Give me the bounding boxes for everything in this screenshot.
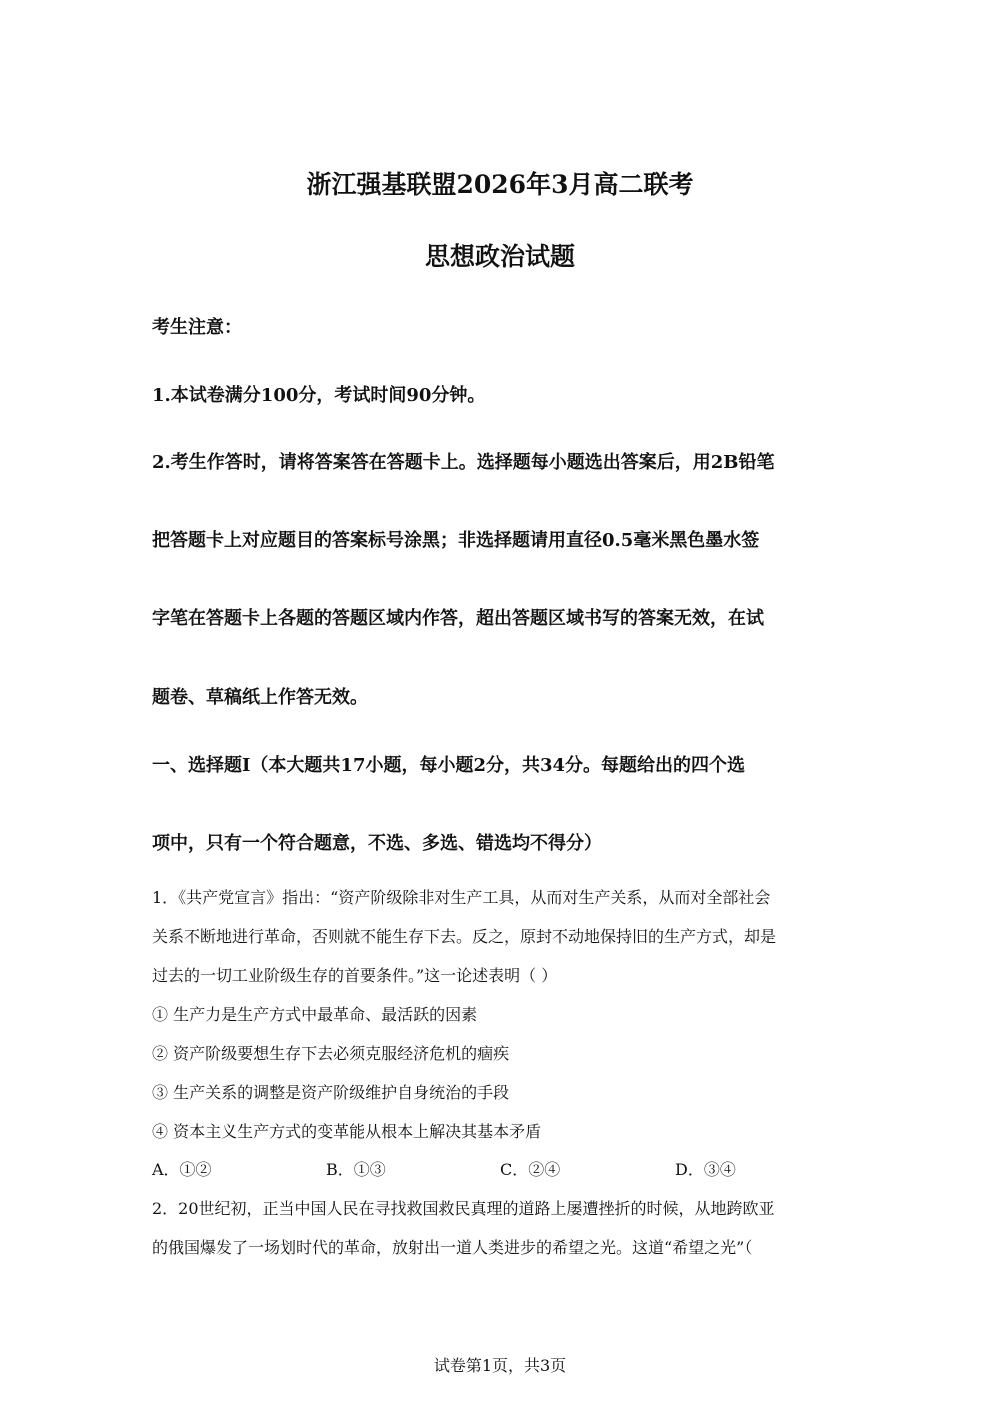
question-1-option-c[interactable]: C．②④	[500, 1160, 561, 1179]
question-1-statement-1: ① 生产力是生产方式中最革命、最活跃的因素	[152, 1005, 478, 1024]
question-2-stem-line-2: 的俄国爆发了一场划时代的革命，放射出一道人类进步的希望之光。这道“希望之光”（	[152, 1238, 753, 1257]
question-1-statement-3: ③ 生产关系的调整是资产阶级维护自身统治的手段	[152, 1083, 510, 1102]
question-1-statement-4: ④ 资本主义生产方式的变革能从根本上解决其基本矛盾	[152, 1122, 542, 1141]
exam-subtitle: 思想政治试题	[424, 242, 575, 271]
notice-item-2-line-1: 2.考生作答时，请将答案答在答题卡上。选择题每小题选出答案后，用2B铅笔	[152, 452, 775, 473]
notice-item-2-line-2: 把答题卡上对应题目的答案标号涂黑；非选择题请用直径0.5毫米黑色墨水签	[152, 530, 760, 551]
notice-item-2-line-3: 字笔在答题卡上各题的答题区域内作答，超出答题区域书写的答案无效，在试	[152, 608, 764, 629]
question-1-option-b[interactable]: B．①③	[326, 1160, 386, 1179]
question-2-stem-line-1: 2．20世纪初，正当中国人民在寻找救国救民真理的道路上屡遭挫折的时候，从地跨欧亚	[152, 1199, 775, 1218]
question-1-stem-line-2: 关系不断地进行革命，否则就不能生存下去。反之，原封不动地保持旧的生产方式，却是	[152, 927, 777, 946]
notice-heading: 考生注意：	[152, 317, 242, 338]
question-1-options	[152, 1159, 852, 1183]
question-1-option-d[interactable]: D．③④	[675, 1160, 736, 1179]
notice-item-2-line-4: 题卷、草稿纸上作答无效。	[152, 687, 368, 708]
exam-title: 浙江强基联盟2026年3月高二联考	[306, 170, 694, 199]
section1-heading-line-1: 一、选择题Ⅰ（本大题共17小题，每小题2分，共34分。每题给出的四个选	[152, 755, 746, 776]
question-1-statement-2: ② 资产阶级要想生存下去必须克服经济危机的痼疾	[152, 1044, 510, 1063]
question-1-option-a[interactable]: A．①②	[152, 1160, 212, 1179]
notice-item-1: 1.本试卷满分100分，考试时间90分钟。	[152, 385, 486, 406]
question-1-stem-line-1: 1．《共产党宣言》指出：“资产阶级除非对生产工具，从而对生产关系，从而对全部社会	[152, 888, 771, 907]
section1-heading-line-2: 项中，只有一个符合题意，不选、多选、错选均不得分）	[152, 833, 602, 854]
page-footer: 试卷第1页，共3页	[433, 1356, 567, 1375]
question-1-stem-line-3: 过去的一切工业阶级生存的首要条件。”这一论述表明（ ）	[152, 966, 558, 985]
